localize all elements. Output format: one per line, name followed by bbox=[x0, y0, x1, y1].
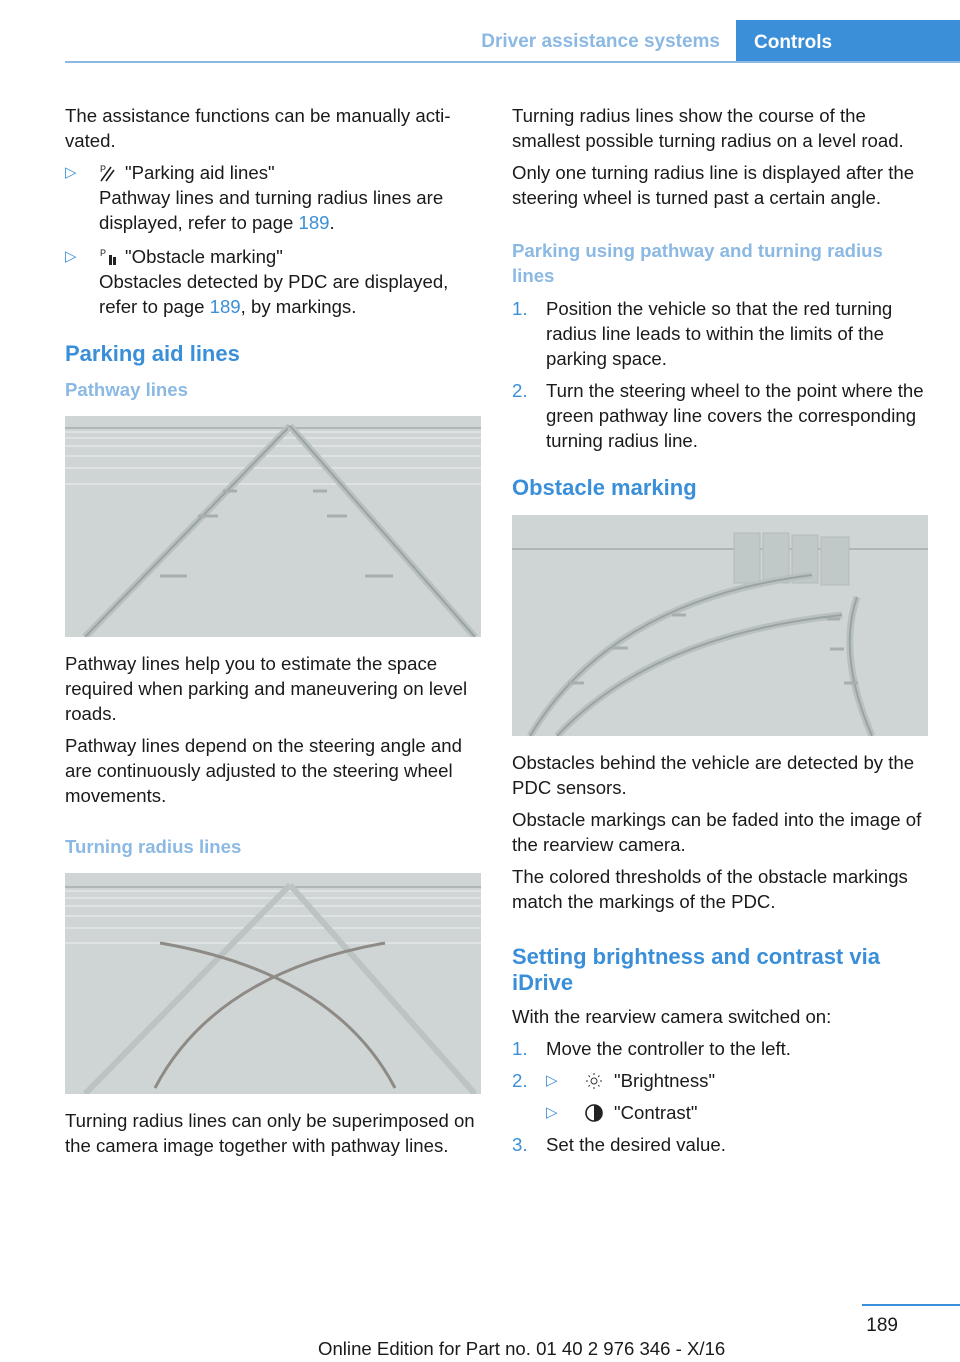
brightness-intro: With the rearview camera switched on: bbox=[512, 1006, 832, 1027]
item-title: "Obstacle marking" bbox=[125, 246, 283, 267]
sub-list-item bbox=[546, 1068, 928, 1093]
page-link[interactable]: 189 bbox=[298, 212, 330, 233]
header-rule bbox=[65, 61, 960, 63]
list-item bbox=[512, 296, 928, 371]
turning-radius-lines-figure bbox=[65, 873, 481, 1094]
right-column bbox=[512, 103, 928, 1164]
obstacle-marking-figure bbox=[512, 515, 928, 736]
subheading-pathway-lines: Pathway lines bbox=[65, 379, 188, 400]
header-section-title: Driver assistance systems bbox=[481, 31, 720, 52]
pathway-text-1: Pathway lines help you to estimate the space required when parking and maneuvering on level roads. bbox=[65, 653, 468, 724]
sub-list-item bbox=[546, 1100, 928, 1125]
obstacle-text-3: The colored thresholds of the obstacle markings match the markings of the PDC. bbox=[512, 866, 908, 912]
svg-text:P: P bbox=[100, 247, 107, 258]
arrow-bullet-icon: ▷ bbox=[546, 1072, 558, 1089]
left-column bbox=[65, 103, 481, 1165]
list-item bbox=[512, 1132, 928, 1157]
step-text: Move the controller to the left. bbox=[546, 1038, 791, 1059]
list-item bbox=[512, 1068, 928, 1125]
footer-rule bbox=[862, 1304, 960, 1306]
step-number: 1. bbox=[512, 298, 528, 319]
turning-radius-description: Turning radius lines show the course of the smallest possible turning radius on a level road. bbox=[512, 105, 904, 151]
step-number: 1. bbox=[512, 1038, 528, 1059]
step-number: 3. bbox=[512, 1134, 528, 1155]
page-link[interactable]: 189 bbox=[209, 296, 241, 317]
arrow-bullet-icon: ▷ bbox=[546, 1104, 558, 1121]
turning-radius-note: Only one turning radius line is displayed after the steering wheel is turned past a certain angle. bbox=[512, 162, 915, 208]
brightness-label: "Brightness" bbox=[614, 1070, 716, 1091]
item-text: Pathway lines and turning radius lines are displayed, refer to page 189. bbox=[99, 187, 444, 233]
contrast-label: "Contrast" bbox=[614, 1102, 698, 1123]
list-item bbox=[65, 244, 481, 319]
obstacle-marking-icon bbox=[99, 247, 121, 267]
arrow-bullet-icon: ▷ bbox=[65, 248, 77, 265]
pathway-text-2: Pathway lines depend on the steering angle and are continuously adjusted to the steering wheel movements. bbox=[65, 735, 462, 806]
contrast-icon bbox=[584, 1103, 610, 1123]
arrow-bullet-icon: ▷ bbox=[65, 164, 77, 181]
subheading-turning-radius-lines: Turning radius lines bbox=[65, 836, 242, 857]
section-heading-parking-aid-lines: Parking aid lines bbox=[65, 341, 240, 366]
page-number: 189 bbox=[866, 1315, 898, 1336]
pathway-lines-figure bbox=[65, 416, 481, 637]
step-text: Position the vehicle so that the red turning radius line leads to within the limits of the parking space. bbox=[546, 298, 893, 369]
step-number: 2. bbox=[512, 1070, 528, 1091]
subheading-parking-using-lines: Parking using pathway and turning radius lines bbox=[512, 240, 883, 286]
turning-text-1: Turning radius lines can only be superimposed on the camera image together with pathway lines. bbox=[65, 1110, 475, 1156]
item-text: Obstacles detected by PDC are displayed, refer to page 189, by markings. bbox=[99, 271, 449, 317]
edition-footer: Online Edition for Part no. 01 40 2 976 346 - X/16 bbox=[318, 1338, 726, 1359]
section-heading-brightness-contrast: Setting brightness and contrast via iDrive bbox=[512, 944, 880, 995]
item-title: "Parking aid lines" bbox=[125, 162, 275, 183]
parking-aid-lines-icon bbox=[99, 163, 121, 183]
list-item bbox=[512, 1036, 928, 1061]
step-text: Set the desired value. bbox=[546, 1134, 726, 1155]
list-item bbox=[65, 160, 481, 235]
intro-text: The assistance functions can be manually activated. bbox=[65, 105, 451, 151]
section-heading-obstacle-marking: Obstacle marking bbox=[512, 475, 697, 500]
step-text: Turn the steering wheel to the point where the green pathway line covers the corresponding turning radius line. bbox=[546, 380, 924, 451]
brightness-icon bbox=[584, 1071, 610, 1091]
svg-text:P: P bbox=[100, 163, 107, 174]
list-item bbox=[512, 378, 928, 453]
obstacle-text-2: Obstacle markings can be faded into the image of the rearview camera. bbox=[512, 809, 922, 855]
header-chapter-tab[interactable]: Controls bbox=[736, 20, 960, 63]
obstacle-text-1: Obstacles behind the vehicle are detected by the PDC sensors. bbox=[512, 752, 915, 798]
step-number: 2. bbox=[512, 380, 528, 401]
